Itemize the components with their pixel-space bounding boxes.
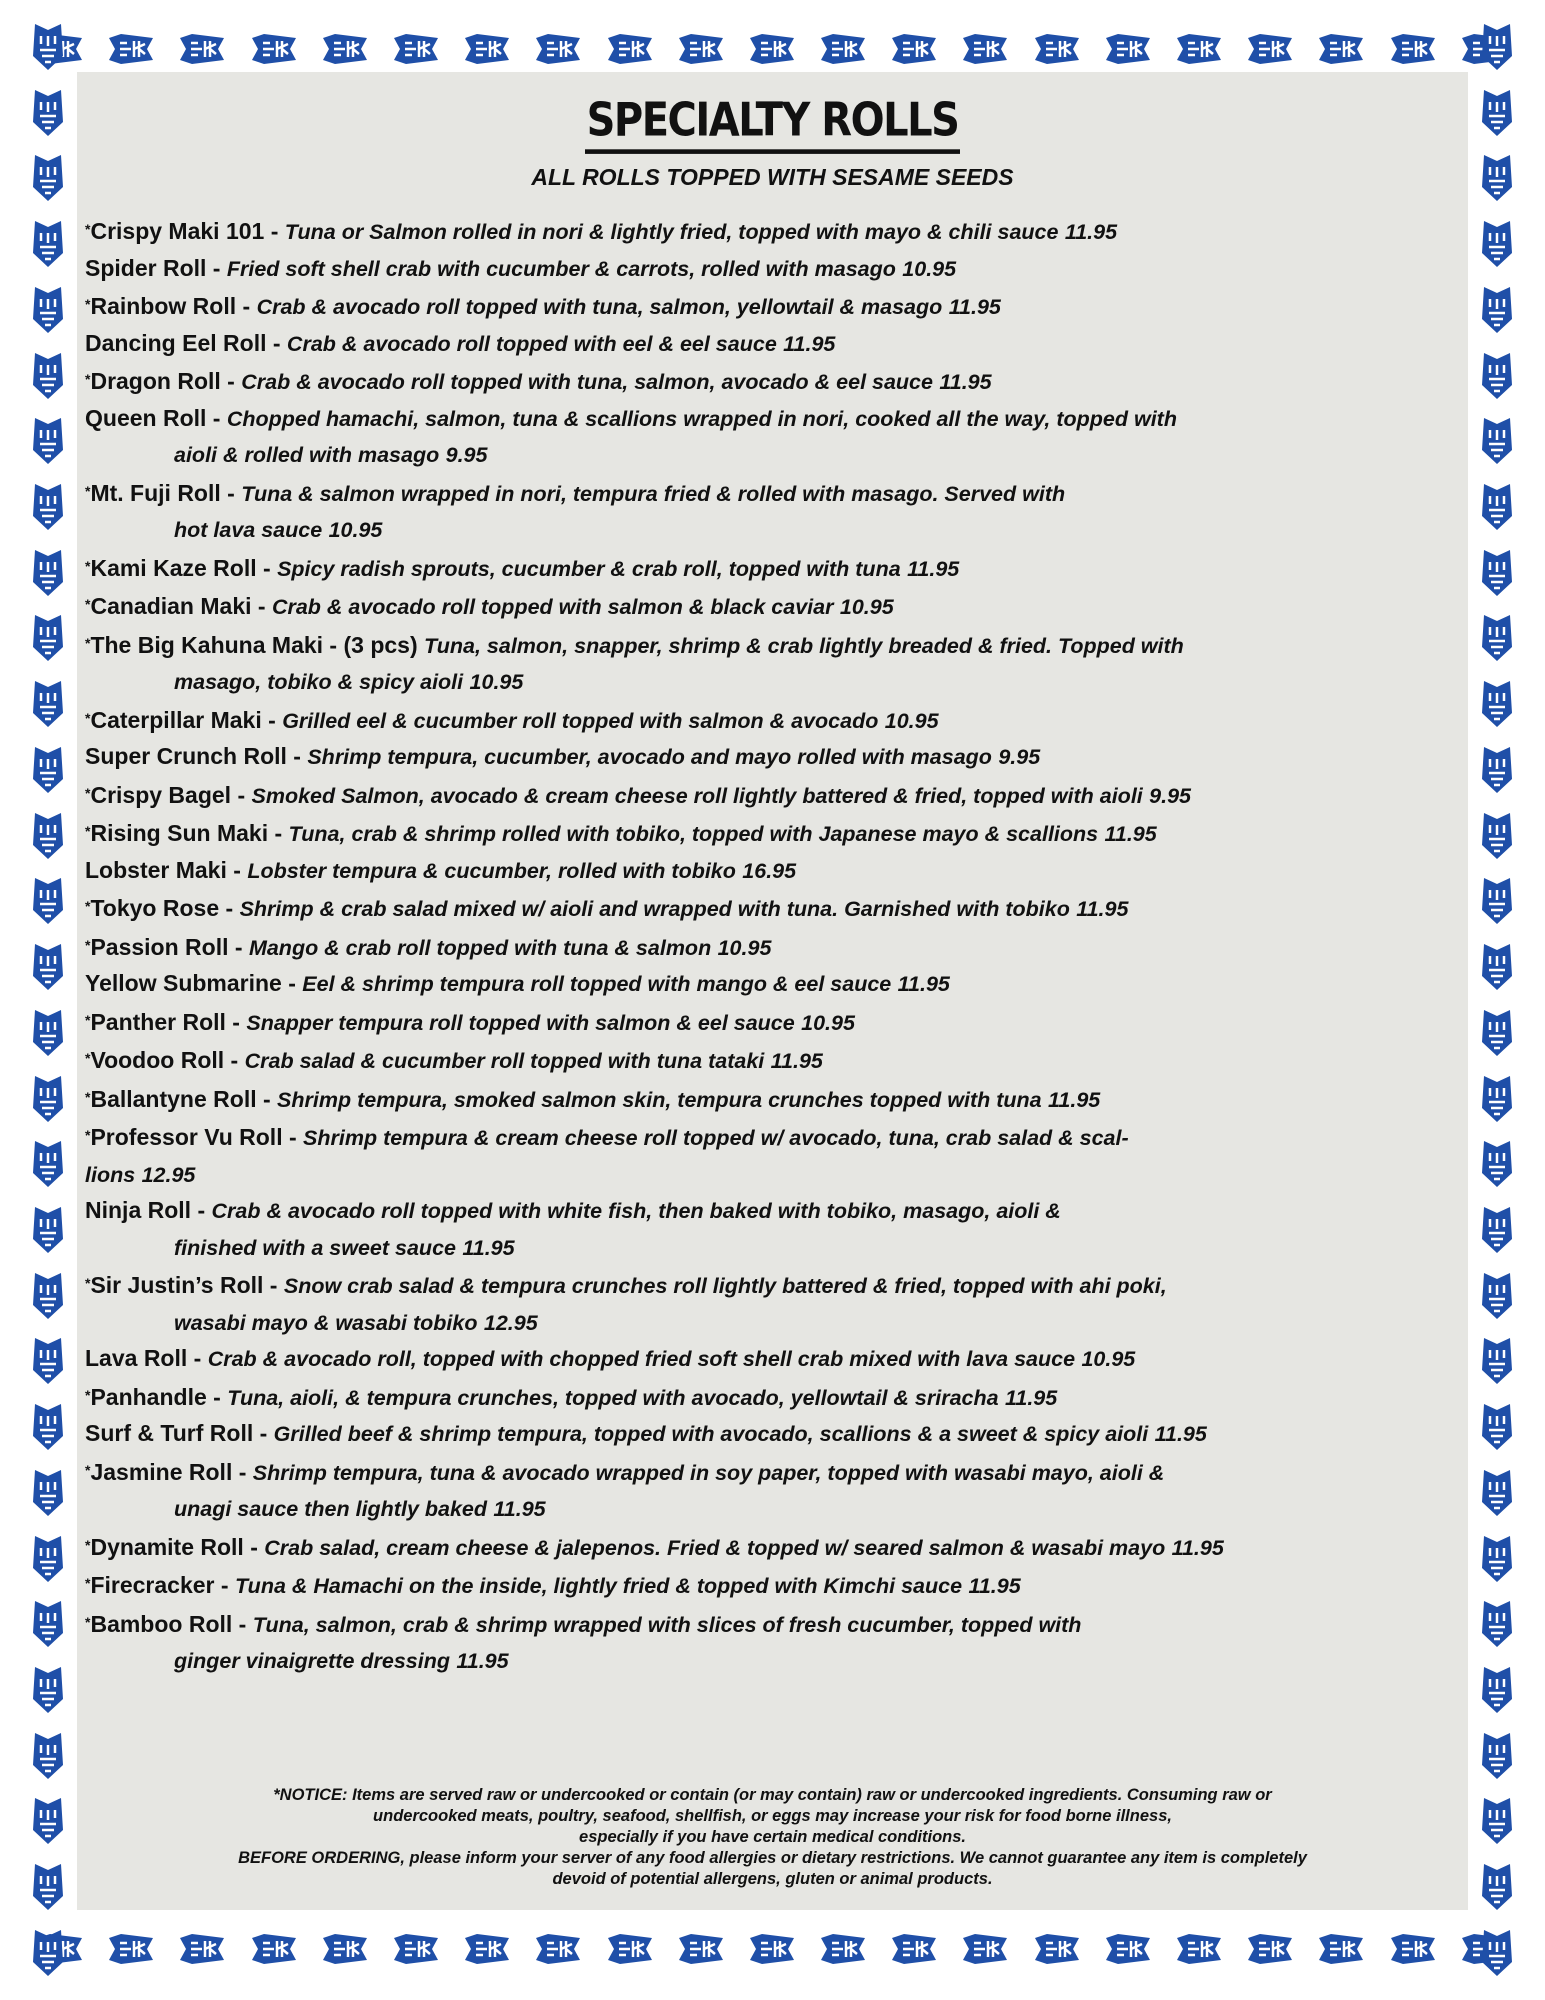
border-ornament-icon xyxy=(31,1074,65,1124)
border-ornament-icon xyxy=(1246,32,1294,66)
item-description: Tuna & salmon wrapped in nori, tempura fried & rolled with masago. Served with xyxy=(241,481,1066,506)
border-ornament-icon xyxy=(1480,613,1514,663)
menu-item xyxy=(85,701,1460,740)
border-ornament-icon xyxy=(534,1932,582,1966)
item-continuation xyxy=(85,437,1460,474)
border-ornament-icon xyxy=(534,32,582,66)
item-description: Tuna, aioli, & tempura crunches, topped with avocado, yellowtail & sriracha xyxy=(227,1385,999,1410)
border-ornament-icon xyxy=(31,1336,65,1386)
menu-item xyxy=(85,1605,1460,1680)
item-price: 10.95 xyxy=(801,1010,855,1035)
border-ornament-icon xyxy=(178,1932,226,1966)
item-price: 10.95 xyxy=(902,256,957,281)
border-ornament-icon xyxy=(392,1932,440,1966)
border-ornament-icon xyxy=(250,32,298,66)
item-name: Sir Justin’s Roll - xyxy=(90,1272,284,1298)
item-price: 11.95 xyxy=(1171,1535,1224,1560)
item-marker: * xyxy=(85,898,91,914)
item-marker: * xyxy=(85,784,91,801)
item-price: 10.95 xyxy=(884,708,939,733)
border-ornament-icon xyxy=(31,1534,65,1584)
border-ornament-icon xyxy=(31,1928,65,1978)
border-ornament-icon xyxy=(1480,1336,1514,1386)
border-ornament-icon xyxy=(31,1008,65,1058)
border-ornament-icon xyxy=(819,1932,867,1966)
item-description: Crab & avocado roll topped with eel & eel sauce xyxy=(286,331,777,356)
item-marker: * xyxy=(85,1575,91,1591)
menu-item xyxy=(85,814,1460,853)
item-description: Chopped hamachi, salmon, tuna & scallions wrapped in nori, cooked all the way, topped with xyxy=(226,406,1177,431)
item-description-cont: ginger vinaigrette dressing xyxy=(174,1649,450,1673)
notice-line: undercooked meats, poultry, seafood, shellfish, or eggs may increase your risk for food borne illness, xyxy=(373,1807,1172,1825)
border-ornament-icon xyxy=(1389,1932,1437,1966)
item-marker: * xyxy=(85,1011,91,1028)
item-description: Crab & avocado roll topped with salmon & black caviar xyxy=(271,595,834,619)
border-ornament-icon xyxy=(178,32,226,66)
border-ornament-icon xyxy=(1480,1205,1514,1255)
border-ornament-icon xyxy=(1246,1932,1294,1966)
item-description: Snapper tempura roll topped with salmon & eel sauce xyxy=(246,1010,795,1035)
item-price: 10.95 xyxy=(839,595,894,619)
item-name: Jasmine Roll - xyxy=(90,1458,253,1485)
item-price: 11.95 xyxy=(1048,1087,1101,1112)
border-ornament-icon xyxy=(890,32,938,66)
item-price: 12.95 xyxy=(483,1310,538,1335)
menu-item xyxy=(85,739,1460,776)
item-name: Canadian Maki - xyxy=(90,593,272,619)
item-description-cont: hot lava sauce xyxy=(174,518,323,542)
item-continuation xyxy=(85,1157,1460,1194)
item-name: Kami Kaze Roll - xyxy=(90,554,278,581)
border-ornament-icon xyxy=(1480,679,1514,729)
item-description: Shrimp & crab salad mixed w/ aioli and wrapped with tuna. Garnished with tobiko xyxy=(239,897,1070,921)
border-ornament-icon xyxy=(1480,1731,1514,1781)
item-description-cont: lions xyxy=(85,1162,136,1187)
border-ornament-icon xyxy=(31,679,65,729)
border-ornament-icon xyxy=(31,1796,65,1846)
border-ornament-icon xyxy=(1480,285,1514,335)
menu-item xyxy=(85,889,1460,928)
item-name: Lobster Maki - xyxy=(85,856,248,883)
item-continuation xyxy=(85,1305,1460,1342)
border-ornament-icon xyxy=(463,32,511,66)
item-description: Fried soft shell crab with cucumber & carrots, rolled with masago xyxy=(226,256,896,281)
item-name: Ballantyne Roll - xyxy=(90,1085,278,1112)
border-ornament-icon xyxy=(1317,32,1365,66)
border-ornament-icon xyxy=(31,548,65,598)
border-ornament-icon xyxy=(31,1468,65,1518)
item-name: Rainbow Roll - xyxy=(90,293,257,319)
item-continuation xyxy=(85,1491,1460,1528)
item-name: Dancing Eel Roll - xyxy=(85,329,287,356)
item-name: Firecracker - xyxy=(90,1572,235,1598)
item-name: Passion Roll - xyxy=(90,933,249,960)
border-ornament-icon xyxy=(31,1402,65,1452)
item-price: 11.95 xyxy=(1064,220,1118,244)
item-price: 11.95 xyxy=(1104,822,1157,846)
border-top xyxy=(36,22,1508,76)
item-marker: * xyxy=(85,1127,91,1143)
item-marker: * xyxy=(85,1050,91,1066)
item-description-cont: masago, tobiko & spicy aioli xyxy=(174,670,464,694)
item-price: 11.95 xyxy=(1005,1385,1058,1410)
border-ornament-icon xyxy=(1480,942,1514,992)
menu-item xyxy=(85,326,1460,363)
menu-item xyxy=(85,776,1460,815)
border-ornament-icon xyxy=(107,1932,155,1966)
item-name: Yellow Submarine - xyxy=(85,970,303,996)
border-ornament-icon xyxy=(1175,32,1223,66)
menu-item xyxy=(85,1453,1460,1528)
border-ornament-icon xyxy=(1480,1534,1514,1584)
item-price: 10.95 xyxy=(717,935,772,960)
border-ornament-icon xyxy=(31,942,65,992)
border-ornament-icon xyxy=(31,482,65,532)
item-name: The Big Kahuna Maki - (3 pcs) xyxy=(90,631,424,658)
notice-line: especially if you have certain medical conditions. xyxy=(579,1828,966,1846)
item-price: 10.95 xyxy=(469,670,524,694)
menu-item xyxy=(85,1003,1460,1042)
menu-item xyxy=(85,362,1460,401)
menu-item xyxy=(85,287,1460,326)
item-description: Tuna, crab & shrimp rolled with tobiko, topped with Japanese mayo & scallions xyxy=(288,822,1099,846)
item-marker: * xyxy=(85,1461,91,1478)
item-description: Tuna & Hamachi on the inside, lightly fried & topped with Kimchi sauce xyxy=(234,1574,963,1598)
border-ornament-icon xyxy=(890,1932,938,1966)
item-name: Crispy Bagel - xyxy=(90,781,252,808)
item-price: 11.95 xyxy=(770,1049,823,1073)
item-price: 16.95 xyxy=(742,858,797,883)
menu-subtitle: ALL ROLLS TOPPED WITH SESAME SEEDS xyxy=(531,164,1014,190)
border-ornament-icon xyxy=(31,1271,65,1321)
border-ornament-icon xyxy=(321,32,369,66)
item-description: Shrimp tempura, tuna & avocado wrapped in soy paper, topped with wasabi mayo, aioli & xyxy=(252,1460,1165,1485)
item-name: Spider Roll - xyxy=(85,254,227,281)
item-description: Crab salad & cucumber roll topped with tuna tataki xyxy=(244,1049,765,1073)
item-name: Panhandle - xyxy=(90,1383,228,1410)
item-marker: * xyxy=(85,482,91,499)
item-name: Rising Sun Maki - xyxy=(90,820,289,846)
border-ornament-icon xyxy=(1104,1932,1152,1966)
border-ornament-icon xyxy=(748,1932,796,1966)
border-ornament-icon xyxy=(1480,1862,1514,1912)
item-marker: * xyxy=(85,596,91,612)
border-ornament-icon xyxy=(250,1932,298,1966)
border-ornament-icon xyxy=(31,811,65,861)
item-marker: * xyxy=(85,371,91,387)
item-name: Tokyo Rose - xyxy=(90,895,240,921)
border-ornament-icon xyxy=(107,32,155,66)
item-description: Shrimp tempura & cream cheese roll topped w/ avocado, tuna, crab salad & scal- xyxy=(303,1126,1129,1150)
item-description: Tuna, salmon, snapper, shrimp & crab lightly breaded & fried. Topped with xyxy=(424,633,1184,658)
border-ornament-icon xyxy=(31,876,65,926)
allergy-notice xyxy=(97,1785,1448,1890)
menu-item xyxy=(85,251,1460,288)
border-ornament-icon xyxy=(31,745,65,795)
border-ornament-icon xyxy=(31,1665,65,1715)
item-marker: * xyxy=(85,823,91,839)
item-marker: * xyxy=(85,936,91,953)
item-name: Panther Roll - xyxy=(90,1008,247,1035)
border-ornament-icon xyxy=(1480,1008,1514,1058)
item-price: 11.95 xyxy=(456,1649,509,1673)
menu-title-text: SPECIALTY ROLLS xyxy=(585,94,961,154)
item-price: 9.95 xyxy=(1149,783,1192,808)
notice-line: devoid of potential allergens, gluten or animal products. xyxy=(552,1870,993,1888)
item-name: Bamboo Roll - xyxy=(90,1610,253,1637)
item-description: Crab & avocado roll topped with tuna, salmon, avocado & eel sauce xyxy=(241,370,933,394)
border-ornament-icon xyxy=(1480,22,1514,72)
item-marker: * xyxy=(85,1088,91,1105)
border-ornament-icon xyxy=(1389,32,1437,66)
border-ornament-icon xyxy=(31,1599,65,1649)
border-ornament-icon xyxy=(31,219,65,269)
border-ornament-icon xyxy=(961,1932,1009,1966)
item-marker: * xyxy=(85,221,91,237)
item-continuation xyxy=(85,664,1460,701)
item-description: Lobster tempura & cucumber, rolled with tobiko xyxy=(247,858,736,883)
border-ornament-icon xyxy=(1480,1074,1514,1124)
menu-item xyxy=(85,1416,1460,1453)
item-description: Shrimp tempura, cucumber, avocado and mayo rolled with masago xyxy=(307,745,992,769)
item-marker: * xyxy=(85,709,91,726)
item-description: Snow crab salad & tempura crunches roll lightly battered & fried, topped with ahi poki, xyxy=(283,1274,1167,1298)
border-ornament-icon xyxy=(31,22,65,72)
item-price: 11.95 xyxy=(968,1574,1021,1598)
item-marker: * xyxy=(85,1613,91,1630)
item-description: Grilled eel & cucumber roll topped with salmon & avocado xyxy=(282,708,879,733)
menu-item xyxy=(85,1118,1460,1193)
menu-item xyxy=(85,1528,1460,1567)
item-marker: * xyxy=(85,634,91,651)
menu-item xyxy=(85,1341,1460,1378)
item-name: Professor Vu Roll - xyxy=(90,1124,304,1150)
border-ornament-icon xyxy=(748,32,796,66)
border-ornament-icon xyxy=(31,351,65,401)
item-price: 11.95 xyxy=(783,331,836,356)
menu-panel xyxy=(77,72,1468,1910)
border-bottom xyxy=(36,1922,1508,1976)
item-marker: * xyxy=(85,1386,91,1403)
border-ornament-icon xyxy=(819,32,867,66)
border-ornament-icon xyxy=(606,1932,654,1966)
item-price: 10.95 xyxy=(1081,1347,1136,1371)
item-description: Crab & avocado roll topped with tuna, salmon, yellowtail & masago xyxy=(256,295,943,319)
item-price: 11.95 xyxy=(1154,1422,1207,1446)
item-name: Ninja Roll - xyxy=(85,1197,212,1223)
item-name: Dragon Roll - xyxy=(90,368,242,394)
item-description-cont: wasabi mayo & wasabi tobiko xyxy=(174,1310,478,1335)
notice-line: BEFORE ORDERING, please inform your server of any food allergies or dietary restrictions. We cannot guarantee any item is completely xyxy=(238,1849,1307,1867)
border-ornament-icon xyxy=(31,285,65,335)
item-name: Voodoo Roll - xyxy=(90,1047,245,1073)
item-description: Grilled beef & shrimp tempura, topped with avocado, scallions & a sweet & spicy aioli xyxy=(273,1422,1149,1446)
item-description: Eel & shrimp tempura roll topped with mango & eel sauce xyxy=(302,972,892,996)
item-price: 11.95 xyxy=(1076,897,1129,921)
border-ornament-icon xyxy=(1480,416,1514,466)
menu-item xyxy=(85,1041,1460,1080)
border-ornament-icon xyxy=(1104,32,1152,66)
border-ornament-icon xyxy=(677,1932,725,1966)
border-ornament-icon xyxy=(606,32,654,66)
item-marker: * xyxy=(85,296,91,312)
border-ornament-icon xyxy=(1480,1665,1514,1715)
border-ornament-icon xyxy=(1480,153,1514,203)
item-continuation xyxy=(85,512,1460,549)
item-description-cont: unagi sauce then lightly baked xyxy=(174,1497,488,1521)
border-ornament-icon xyxy=(31,1205,65,1255)
border-ornament-icon xyxy=(321,1932,369,1966)
border-ornament-icon xyxy=(677,32,725,66)
border-ornament-icon xyxy=(1480,1271,1514,1321)
border-ornament-icon xyxy=(1480,351,1514,401)
menu-item xyxy=(85,474,1460,549)
notice-line: *NOTICE: Items are served raw or undercooked or contain (or may contain) raw or undercooked ingredients. Consuming raw or xyxy=(273,1786,1272,1804)
item-continuation xyxy=(85,1230,1460,1267)
border-ornament-icon xyxy=(31,1139,65,1189)
border-ornament-icon xyxy=(1033,1932,1081,1966)
border-ornament-icon xyxy=(1480,1796,1514,1846)
menu-title xyxy=(77,94,1468,150)
item-name: Surf & Turf Roll - xyxy=(85,1420,274,1446)
item-price: 11.95 xyxy=(493,1497,546,1521)
item-price: 11.95 xyxy=(897,972,950,996)
item-description: Crab salad, cream cheese & jalepenos. Fried & topped w/ seared salmon & wasabi mayo xyxy=(264,1535,1166,1560)
border-ornament-icon xyxy=(1480,876,1514,926)
border-ornament-icon xyxy=(31,613,65,663)
item-marker: * xyxy=(85,1275,91,1291)
menu-item xyxy=(85,401,1460,474)
border-ornament-icon xyxy=(1317,1932,1365,1966)
menu-item xyxy=(85,1378,1460,1417)
border-ornament-icon xyxy=(961,32,1009,66)
item-name: Super Crunch Roll - xyxy=(85,743,308,769)
menu-item-list xyxy=(85,212,1460,1680)
item-continuation xyxy=(85,1643,1460,1680)
menu-item xyxy=(85,549,1460,588)
menu-item xyxy=(85,1080,1460,1119)
border-ornament-icon xyxy=(463,1932,511,1966)
menu-item xyxy=(85,928,1460,967)
border-ornament-icon xyxy=(31,416,65,466)
menu-item xyxy=(85,1266,1460,1341)
item-price: 11.95 xyxy=(939,370,992,394)
menu-item xyxy=(85,587,1460,626)
item-price: 9.95 xyxy=(445,443,488,467)
border-ornament-icon xyxy=(31,1731,65,1781)
item-description-cont: finished with a sweet sauce xyxy=(174,1235,456,1260)
border-ornament-icon xyxy=(1480,88,1514,138)
border-ornament-icon xyxy=(1480,1599,1514,1649)
menu-item xyxy=(85,966,1460,1003)
border-ornament-icon xyxy=(1480,745,1514,795)
item-price: 10.95 xyxy=(328,518,383,542)
border-ornament-icon xyxy=(392,32,440,66)
item-price: 11.95 xyxy=(907,556,960,581)
item-description: Shrimp tempura, smoked salmon skin, tempura crunches topped with tuna xyxy=(277,1087,1042,1112)
item-name: Mt. Fuji Roll - xyxy=(90,479,242,506)
item-description: Tuna, salmon, crab & shrimp wrapped with slices of fresh cucumber, topped with xyxy=(252,1612,1082,1637)
border-ornament-icon xyxy=(1480,1928,1514,1978)
border-ornament-icon xyxy=(1480,219,1514,269)
item-description: Smoked Salmon, avocado & cream cheese roll lightly battered & fried, topped with aioli xyxy=(251,783,1143,808)
item-name: Lava Roll - xyxy=(85,1345,208,1371)
menu-item xyxy=(85,853,1460,890)
item-marker: * xyxy=(85,1536,91,1553)
item-price: 11.95 xyxy=(948,295,1001,319)
item-description: Crab & avocado roll, topped with chopped fried soft shell crab mixed with lava sauce xyxy=(207,1347,1076,1371)
item-description: Mango & crab roll topped with tuna & salmon xyxy=(248,935,712,960)
item-name: Crispy Maki 101 - xyxy=(90,218,285,244)
border-ornament-icon xyxy=(31,153,65,203)
border-ornament-icon xyxy=(1480,548,1514,598)
border-left xyxy=(24,22,72,1978)
item-name: Caterpillar Maki - xyxy=(90,706,283,733)
menu-item xyxy=(85,626,1460,701)
border-ornament-icon xyxy=(31,1862,65,1912)
menu-item xyxy=(85,1193,1460,1266)
item-name: Queen Roll - xyxy=(85,404,227,431)
border-ornament-icon xyxy=(1480,1139,1514,1189)
item-description: Tuna or Salmon rolled in nori & lightly fried, topped with mayo & chili sauce xyxy=(284,220,1059,244)
menu-item xyxy=(85,1566,1460,1605)
border-ornament-icon xyxy=(1480,1468,1514,1518)
border-right xyxy=(1473,22,1521,1978)
border-ornament-icon xyxy=(1480,1402,1514,1452)
item-description-cont: aioli & rolled with masago xyxy=(174,443,440,467)
item-description: Spicy radish sprouts, cucumber & crab roll, topped with tuna xyxy=(277,556,901,581)
border-ornament-icon xyxy=(1480,482,1514,532)
item-price: 9.95 xyxy=(998,745,1041,769)
item-price: 11.95 xyxy=(462,1235,515,1260)
border-ornament-icon xyxy=(1480,811,1514,861)
border-ornament-icon xyxy=(1175,1932,1223,1966)
item-description: Crab & avocado roll topped with white fish, then baked with tobiko, masago, aioli & xyxy=(211,1199,1061,1223)
border-ornament-icon xyxy=(1033,32,1081,66)
item-price: 12.95 xyxy=(141,1162,196,1187)
item-marker: * xyxy=(85,557,91,574)
item-name: Dynamite Roll - xyxy=(90,1533,265,1560)
menu-item xyxy=(85,212,1460,251)
border-ornament-icon xyxy=(31,88,65,138)
